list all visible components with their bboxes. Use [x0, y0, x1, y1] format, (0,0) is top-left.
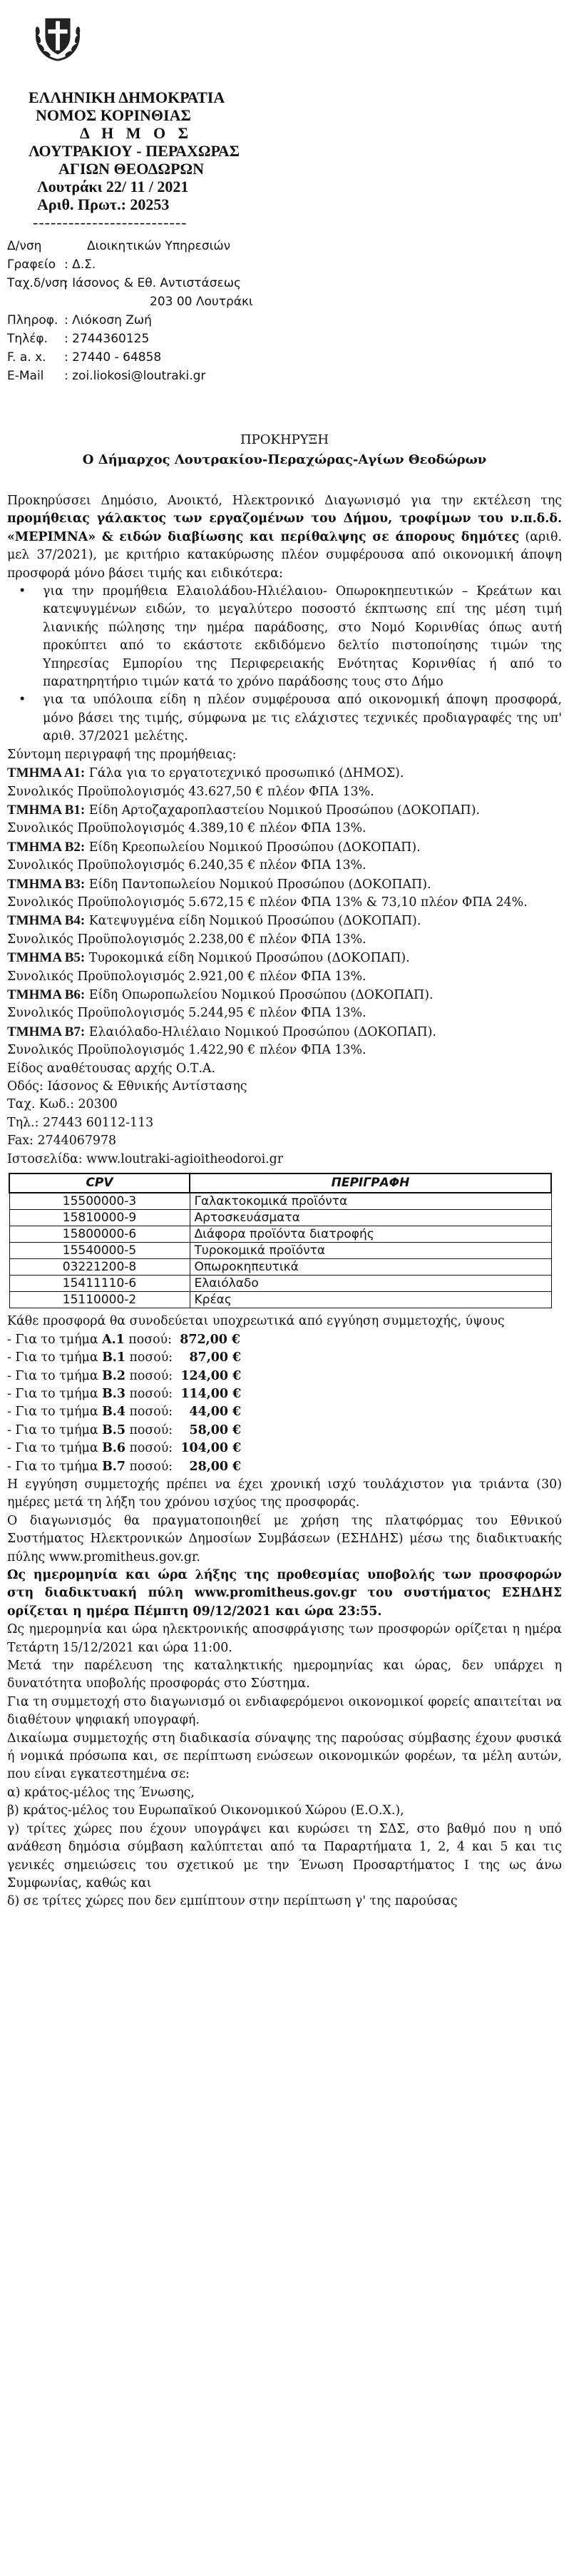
issuer-header [29, 88, 242, 231]
contact-row-email [7, 367, 378, 385]
summary-label: Σύντομη περιγραφή της προμήθειας: [7, 747, 237, 762]
table-row [9, 1276, 551, 1292]
contact-value: : Λιόκοση Ζωή [64, 313, 152, 327]
lot-name: ΤΜΗΜΑ Β6: [7, 987, 86, 1002]
contact-block [7, 237, 378, 385]
intro-bold-subject: προμήθειας γάλακτος των εργαζομένων του Δήμου, τροφίμων του ν.π.δ.δ. «ΜΕΡΙΜΝΑ» & ειδών διαβίωσης και περίθαλψης σε άπορους δημότες [7, 511, 562, 544]
cpv-description: Οπωροκηπευτικά [190, 1259, 551, 1276]
lot-b5 [7, 949, 562, 967]
contact-label: E-Mail [7, 369, 44, 383]
contact-value: : Δ.Σ. [64, 258, 96, 272]
platform-paragraph: Ο διαγωνισμός θα πραγματοποιηθεί με χρήση της πλατφόρμας του Εθνικού Συστήματος Ηλεκτρονικών Δημοσίων Συμβάσεων (ΕΣΗΔΗΣ) μέσω της διαδικτυακής πύλης www.promitheus.gov.gr. [7, 1513, 562, 1564]
document-title: ΠΡΟΚΗΡΥΞΗ [240, 432, 329, 447]
guarantee-prefix: - Για το τμήμα [7, 1332, 103, 1347]
document-subtitle: Ο Δήμαρχος Λουτρακίου-Περαχώρας-Αγίων Θεοδώρων [82, 452, 487, 467]
lot-b6 [7, 986, 562, 1004]
guarantee-lot: Β.1 [102, 1350, 125, 1365]
guarantee-suffix: ποσού: [125, 1441, 173, 1456]
opening-paragraph: Ως ημερομηνία και ώρα ηλεκτρονικής αποσφράγισης των προσφορών ορίζεται η ημέρα Τετάρτη 15/12/2021 και ώρα 11:00. [7, 1622, 562, 1655]
lot-name: ΤΜΗΜΑ Β7: [7, 1024, 86, 1039]
guarantee-lot: Α.1 [102, 1332, 125, 1347]
lot-budget: Συνολικός Προϋπολογισμός 2.238,00 € πλέον ΦΠΑ 13%. [7, 932, 366, 947]
guarantee-suffix: ποσού: [125, 1387, 173, 1402]
contact-row-address [7, 274, 378, 292]
header-municipality-name-2: ΑΓΙΩΝ ΘΕΟΔΩΡΩΝ [58, 160, 204, 178]
guarantee-prefix: - Για το τμήμα [7, 1405, 103, 1420]
guarantee-lot: Β.7 [102, 1459, 125, 1474]
guarantee-item [7, 1368, 562, 1385]
guarantee-prefix: - Για το τμήμα [7, 1441, 103, 1456]
authority-type: Είδος αναθέτουσας αρχής Ο.Τ.Α. [7, 1061, 215, 1076]
header-prefecture: ΝΟΜΟΣ ΚΟΡΙΝΘΙΑΣ [36, 106, 191, 124]
rights-paragraph: Δικαίωμα συμμετοχής στη διαδικασία σύναψης της παρούσας σύμβασης έχουν φυσικά ή νομικά πρόσωπα και, σε περίπτωση ενώσεων οικονομικών φορέων, τα μέλη αυτών, που είναι εγκατεστημένα σε: [7, 1731, 562, 1782]
guarantee-prefix: - Για το τμήμα [7, 1350, 103, 1365]
guarantee-intro: Κάθε προσφορά θα συνοδεύεται υποχρεωτικά από εγγύηση συμμετοχής, ύψους [7, 1314, 505, 1329]
authority-street: Οδός: Ιάσονος & Εθνικής Αντίστασης [7, 1079, 247, 1094]
guarantee-suffix: ποσού: [125, 1422, 173, 1437]
guarantee-amount: 44,00 € [189, 1405, 242, 1420]
header-protocol-number: Αριθ. Πρωτ.: 20253 [37, 195, 170, 213]
guarantee-amount: 114,00 € [180, 1387, 242, 1402]
contact-value: : zoi.liokosi@loutraki.gr [64, 369, 206, 383]
table-row [9, 1243, 551, 1259]
lot-b7 [7, 1023, 562, 1042]
bullet-icon: • [19, 584, 26, 599]
lot-description: Ελαιόλαδο-Ηλιέλαιο Νομικού Προσώπου (ΔΟΚΟΠΑΠ). [85, 1024, 436, 1039]
guarantee-lot: Β.4 [102, 1405, 125, 1420]
guarantee-suffix: ποσού: [125, 1459, 173, 1474]
guarantee-item [7, 1422, 562, 1440]
table-row [9, 1292, 551, 1308]
lot-b4 [7, 912, 562, 930]
eligible-a: α) κράτος-μέλος της Ένωσης, [7, 1785, 195, 1800]
cpv-description: Ελαιόλαδο [190, 1276, 551, 1292]
guarantee-item [7, 1385, 562, 1403]
lot-name: ΤΜΗΜΑ Β5: [7, 950, 86, 966]
guarantee-list [7, 1331, 562, 1476]
guarantee-lot: Β.2 [102, 1368, 125, 1383]
lot-budget: Συνολικός Προϋπολογισμός 5.672,15 € πλέον ΦΠΑ 13% & 73,10 πλέον ΦΠΑ 24%. [7, 895, 528, 910]
guarantee-item [7, 1403, 562, 1421]
after-deadline-paragraph: Μετά την παρέλευση της καταληκτικής ημερομηνίας και ώρας, δεν υπάρχει η δυνατότητα υποβολής προσφοράς στο Σύστημα. [7, 1659, 562, 1691]
guarantee-item [7, 1331, 562, 1349]
header-municipality: Δ Η Μ Ο Σ [80, 124, 193, 142]
cpv-code: 15411110-6 [9, 1276, 190, 1292]
column-header-cpv: CPV [9, 1174, 190, 1193]
intro-text: Προκηρύσσει Δημόσιο, Ανοικτό, Ηλεκτρονικό Διαγωνισμό για την εκτέλεση της [7, 494, 562, 508]
intro-paragraph [7, 492, 562, 583]
cpv-description: Διάφορα προϊόντα διατροφής [190, 1226, 551, 1243]
lot-budget: Συνολικός Προϋπολογισμός 4.389,10 € πλέον ΦΠΑ 13%. [7, 821, 366, 836]
contact-row-office [7, 255, 378, 274]
contact-value: : Ιάσονος & Εθ. Αντιστάσεως [64, 276, 241, 290]
lot-description: Είδη Οπωροπωλείου Νομικού Προσώπου (ΔΟΚΟΠΑΠ). [85, 987, 434, 1002]
criteria-bullet [7, 691, 562, 745]
header-date: Λουτράκι 22/ 11 / 2021 [37, 178, 189, 195]
lot-description: Κατεψυγμένα είδη Νομικού Προσώπου (ΔΟΚΟΠΑΠ). [85, 914, 421, 929]
authority-fax: Fax: 2744067978 [7, 1134, 117, 1149]
table-row [9, 1259, 551, 1276]
lot-description: Γάλα για το εργατοτεχνικό προσωπικό (ΔΗΜΟΣ). [85, 766, 404, 781]
guarantee-prefix: - Για το τμήμα [7, 1459, 103, 1474]
cpv-description: Γαλακτοκομικά προϊόντα [190, 1193, 551, 1210]
cpv-table [9, 1173, 552, 1308]
lot-description: Τυροκομικά είδη Νομικού Προσώπου (ΔΟΚΟΠΑΠ). [85, 951, 410, 966]
guarantee-prefix: - Για το τμήμα [7, 1387, 103, 1402]
guarantee-item [7, 1349, 562, 1367]
lot-description: Είδη Κρεοπωλείου Νομικού Προσώπου (ΔΟΚΟΠΑΠ). [85, 840, 421, 855]
contact-label: Ταχ.δ/νση [7, 276, 67, 290]
lot-name: ΤΜΗΜΑ Β3: [7, 876, 86, 892]
contact-row-phone [7, 330, 378, 348]
cpv-code: 15540000-5 [9, 1243, 190, 1259]
guarantee-lot: Β.3 [102, 1387, 125, 1402]
guarantee-suffix: ποσού: [125, 1368, 173, 1383]
cpv-description: Τυροκομικά προϊόντα [190, 1243, 551, 1259]
lot-b2 [7, 838, 562, 857]
contact-label: Δ/νση [7, 239, 42, 253]
lot-budget: Συνολικός Προϋπολογισμός 5.244,95 € πλέον ΦΠΑ 13%. [7, 1006, 366, 1021]
guarantee-suffix: ποσού: [125, 1350, 173, 1365]
contact-value: Διοικητικών Υπηρεσιών [87, 239, 231, 253]
table-row [9, 1226, 551, 1243]
eligible-c: γ) τρίτες χώρες που έχουν υπογράψει και κυρώσει τη ΣΔΣ, στο βαθμό που η υπό ανάθεση δημόσια σύμβαση καλύπτεται από τα Παραρτήματα 1, 2, 4 και 5 και τις γενικές σημειώσεις του σχετικού με την Ένωση Προσαρτήματος Ι της ως άνω Συμφωνίας, καθώς και [7, 1821, 562, 1890]
lot-budget: Συνολικός Προϋπολογισμός 2.921,00 € πλέον ΦΠΑ 13%. [7, 969, 366, 984]
contact-row-fax [7, 348, 378, 367]
table-row [9, 1193, 551, 1210]
lot-budget: Συνολικός Προϋπολογισμός 6.240,35 € πλέον ΦΠΑ 13%. [7, 858, 366, 873]
authority-phone: Τηλ.: 27443 60112-113 [7, 1115, 154, 1130]
contact-value: : 2744360125 [64, 332, 150, 346]
guarantee-item [7, 1458, 562, 1476]
table-row [9, 1210, 551, 1226]
cpv-code: 15110000-2 [9, 1292, 190, 1308]
announcement-body [7, 492, 562, 1911]
deadline-paragraph: Ως ημερομηνία και ώρα λήξης της προθεσμίας υποβολής των προσφορών στη διαδικτυακή πύλη www.promitheus.gov.gr του συστήματος ΕΣΗΔΗΣ ορίζεται η ημέρα Πέμπτη 09/12/2021 και ώρα 23:55. [7, 1568, 562, 1619]
eligible-d: δ) σε τρίτες χώρες που δεν εμπίπτουν στην περίπτωση γ' της παρούσας [7, 1894, 458, 1909]
criteria-bullet [7, 583, 562, 691]
authority-postcode: Ταχ. Κωδ.: 20300 [7, 1097, 118, 1112]
contact-label: Τηλέφ. [7, 332, 48, 346]
lot-a1 [7, 764, 562, 783]
signature-paragraph: Για τη συμμετοχή στο διαγωνισμό οι ενδιαφερόμενοι οικονομικοί φορείς απαιτείται να διαθέτουν ψηφιακή υπογραφή. [7, 1694, 562, 1728]
cpv-description: Αρτοσκευάσματα [190, 1210, 551, 1226]
guarantee-suffix: ποσού: [125, 1405, 173, 1420]
guarantee-amount: 124,00 € [180, 1368, 242, 1383]
contact-label: F. a. x. [7, 350, 46, 365]
guarantee-prefix: - Για το τμήμα [7, 1368, 103, 1383]
guarantee-amount: 87,00 € [189, 1350, 242, 1365]
authority-website: Ιστοσελίδα: www.loutraki-agioitheodoroi.gr [7, 1151, 284, 1166]
guarantee-amount: 104,00 € [180, 1441, 242, 1456]
cpv-code: 15500000-3 [9, 1193, 190, 1210]
bullet-text: για την προμήθεια Ελαιολάδου-Ηλιέλαιου- Οπωροκηπευτικών – Κρεάτων και κατεψυγμένων ειδών, το μεγαλύτερο ποσοστό έκπτωσης επί της μέση τιμή λιανικής πώλησης την ημέρα παράδοσης, στο Νομό Κορινθίας όπως αυτή προκύπτει από το εκάστοτε εκδιδόμενο δελτίο πιστοποίησης τιμών της Υπηρεσίας Εμπορίου της Περιφερειακής Ενότητας Κορινθίας ή από το παρατηρητήριο τιμών κατά το χρόνο παράδοσης τους στο Δήμο [43, 584, 562, 690]
lot-b3 [7, 875, 562, 894]
guarantee-amount: 872,00 € [180, 1332, 240, 1347]
bullet-text: για τα υπόλοιπα είδη η πλέον συμφέρουσα από οικονομική άποψη προσφορά, μόνο βάσει της τιμής, σύμφωνα με τις ελάχιστες τεχνικές προδιαγραφές της υπ' αριθ. 37/2021 μελέτης. [43, 693, 562, 744]
cpv-description: Κρέας [190, 1292, 551, 1308]
header-divider: -------------------------- [33, 213, 188, 231]
table-header-row [9, 1174, 551, 1193]
guarantee-lot: Β.6 [102, 1441, 125, 1456]
intro-text-2: (αριθ. μελ 37/2021), με κριτήριο κατακύρωσης πλέον συμφέρουσα από οικονομική άποψη προσφορά μόνο βάσει τιμής και ειδικότερα: [7, 529, 562, 581]
column-header-description: ΠΕΡΙΓΡΑΦΗ [190, 1174, 551, 1193]
header-municipality-name: ΛΟΥΤΡΑΚΙΟΥ - ΠΕΡΑΧΩΡΑΣ [29, 142, 240, 160]
cpv-code: 03221200-8 [9, 1259, 190, 1276]
lot-budget: Συνολικός Προϋπολογισμός 43.627,50 € πλέον ΦΠΑ 13%. [7, 784, 374, 799]
guarantee-prefix: - Για το τμήμα [7, 1422, 103, 1437]
guarantee-suffix: ποσού: [124, 1332, 172, 1347]
guarantee-lot: Β.5 [102, 1422, 125, 1437]
cpv-code: 15800000-6 [9, 1226, 190, 1243]
contact-row-postcode [7, 292, 378, 311]
contact-label: Γραφείο [7, 258, 56, 272]
lot-description: Είδη Παντοπωλείου Νομικού Προσώπου (ΔΟΚΟΠΑΠ). [85, 877, 431, 892]
lot-description: Είδη Αρτοζαχαροπλαστείου Νομικού Προσώπου (ΔΟΚΟΠΑΠ). [85, 803, 481, 818]
lot-name: ΤΜΗΜΑ Α1: [7, 765, 86, 781]
cpv-code: 15810000-9 [9, 1210, 190, 1226]
lot-name: ΤΜΗΜΑ Β1: [7, 802, 86, 818]
guarantee-amount: 58,00 € [189, 1422, 242, 1437]
lot-budget: Συνολικός Προϋπολογισμός 1.422,90 € πλέον ΦΠΑ 13%. [7, 1043, 366, 1058]
header-country: ΕΛΛΗΝΙΚΗ ΔΗΜΟΚΡΑΤΙΑ [29, 88, 225, 106]
contact-label: Πληροφ. [7, 313, 58, 327]
lot-name: ΤΜΗΜΑ Β2: [7, 839, 86, 855]
validity-paragraph: Η εγγύηση συμμετοχής πρέπει να έχει χρονική ισχύ τουλάχιστον για τριάντα (30) ημέρες μετά τη λήξη του χρόνου ισχύος της προσφοράς. [7, 1477, 562, 1510]
contact-value: 203 00 Λουτράκι [150, 295, 253, 309]
guarantee-item [7, 1440, 562, 1457]
contact-row-info [7, 311, 378, 330]
lot-b1 [7, 801, 562, 820]
contact-row-department [7, 237, 378, 255]
eligible-b: β) κράτος-μέλος του Ευρωπαϊκού Οικονομικού Χώρου (Ε.Ο.Χ.), [7, 1803, 404, 1818]
lot-name: ΤΜΗΜΑ Β4: [7, 913, 86, 929]
bullet-icon: • [19, 693, 26, 708]
contact-value: : 27440 - 64858 [64, 350, 162, 365]
greek-emblem-icon [30, 9, 86, 64]
guarantee-amount: 28,00 € [189, 1459, 242, 1474]
